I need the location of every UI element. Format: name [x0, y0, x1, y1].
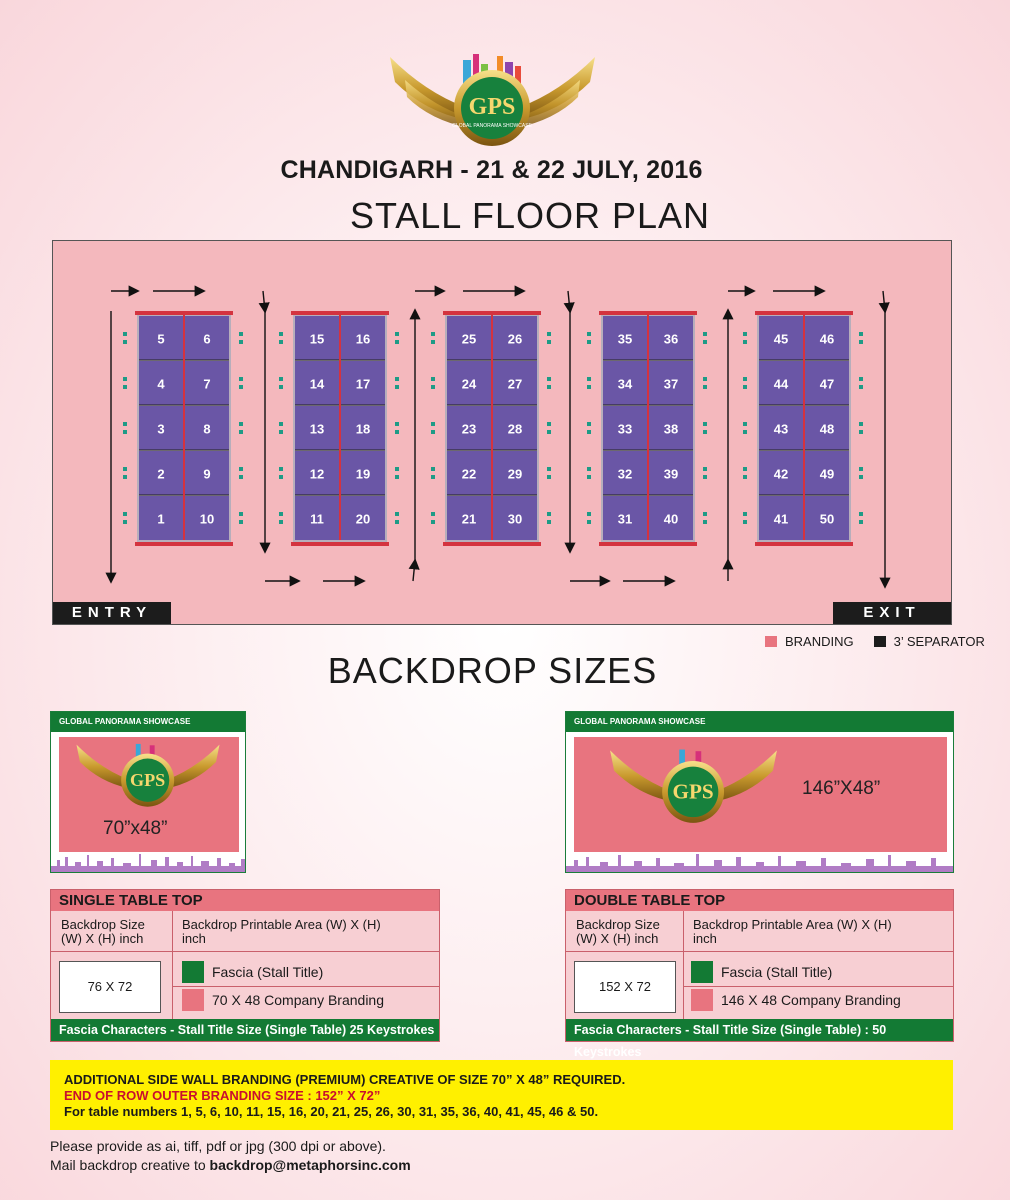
chair-dot	[743, 422, 747, 426]
single-table-spec	[50, 889, 440, 1042]
chair-dot	[547, 475, 551, 479]
stall-number: 3	[157, 421, 165, 437]
chair-dot	[279, 377, 283, 381]
chair-dot	[547, 520, 551, 524]
stall-number: 23	[461, 421, 477, 437]
stall-number: 49	[819, 466, 835, 482]
chair-dot	[395, 520, 399, 524]
chair-dot	[859, 475, 863, 479]
chair-dot	[547, 377, 551, 381]
floor-plan-map	[53, 241, 953, 626]
fascia-label: Fascia (Stall Title)	[721, 964, 833, 980]
chair-dot	[239, 340, 243, 344]
stall-number: 4	[157, 376, 165, 392]
col-printable-area: Backdrop Printable Area (W) X (H) inch	[693, 917, 892, 946]
chair-dot	[123, 467, 127, 471]
stall-number: 48	[819, 421, 835, 437]
chair-dot	[279, 340, 283, 344]
chair-dot	[587, 512, 591, 516]
stall-number: 19	[355, 466, 371, 482]
stall-number: 47	[819, 376, 835, 392]
backdrop-title: BACKDROP SIZES	[327, 650, 658, 691]
chair-dot	[743, 332, 747, 336]
chair-dot	[123, 340, 127, 344]
chair-dot	[587, 340, 591, 344]
skyline-graphic	[566, 852, 954, 872]
chair-dot	[431, 512, 435, 516]
chair-dot	[239, 385, 243, 389]
branding-strip	[599, 311, 697, 315]
chair-dot	[587, 430, 591, 434]
stall-number: 13	[309, 421, 325, 437]
chair-dot	[859, 377, 863, 381]
legend-separator: 3’ SEPARATOR	[893, 634, 985, 649]
stall-number: 36	[663, 331, 679, 347]
chair-dot	[859, 467, 863, 471]
chair-dot	[703, 520, 707, 524]
flow-arrow	[568, 291, 570, 311]
stall-number: 2	[157, 466, 165, 482]
stall-number: 6	[203, 331, 211, 347]
mail-prefix: Mail backdrop creative to	[50, 1157, 210, 1173]
chair-dot	[123, 512, 127, 516]
stall-number: 10	[199, 511, 215, 527]
stall-number: 38	[663, 421, 679, 437]
format-note: Please provide as ai, tiff, pdf or jpg (300 dpi or above).	[50, 1138, 386, 1154]
double-backdrop-preview	[565, 711, 954, 873]
backdrop-size-label: 146”X48”	[802, 778, 881, 799]
fascia-note: Fascia Characters - Stall Title Size (Single Table) : 50 Keystrokes	[566, 1019, 953, 1041]
chair-dot	[587, 467, 591, 471]
col-printable-area: Backdrop Printable Area (W) X (H) inch	[182, 917, 381, 946]
chair-dot	[703, 512, 707, 516]
stall-number: 42	[773, 466, 789, 482]
chair-dot	[743, 385, 747, 389]
chair-dot	[279, 422, 283, 426]
stall-number: 16	[355, 331, 371, 347]
chair-dot	[395, 422, 399, 426]
chair-dot	[395, 385, 399, 389]
backdrop-size-label: 70”x48”	[103, 818, 168, 839]
chair-dot	[395, 430, 399, 434]
notice-line-3: For table numbers 1, 5, 6, 10, 11, 15, 16, 20, 21, 25, 26, 30, 31, 35, 36, 40, 41, 45, 46 & 50.	[64, 1104, 599, 1119]
logo-tagline: GLOBAL PANORAMA SHOWCASE	[452, 123, 532, 129]
floor-plan	[52, 240, 952, 625]
chair-dot	[279, 520, 283, 524]
col-backdrop-size: Backdrop Size (W) X (H) inch	[576, 917, 660, 946]
chair-dot	[431, 340, 435, 344]
chair-dot	[547, 332, 551, 336]
chair-dot	[703, 475, 707, 479]
chair-dot	[743, 475, 747, 479]
stall-number: 50	[819, 511, 835, 527]
chair-dot	[239, 467, 243, 471]
chair-dot	[703, 332, 707, 336]
logo-text: GPS	[672, 779, 714, 804]
chair-dot	[279, 385, 283, 389]
separator-swatch	[874, 636, 886, 647]
chair-dot	[239, 332, 243, 336]
stall-number: 31	[617, 511, 633, 527]
stall-number: 39	[663, 466, 679, 482]
chair-dot	[703, 430, 707, 434]
skyline-graphic	[51, 852, 246, 872]
chair-dot	[279, 467, 283, 471]
chair-dot	[859, 422, 863, 426]
chair-dot	[239, 422, 243, 426]
stall-number: 14	[309, 376, 325, 392]
chair-dot	[431, 467, 435, 471]
backdrop-size-value: 152 X 72	[574, 961, 676, 1013]
chair-dot	[587, 377, 591, 381]
branding-swatch	[182, 989, 204, 1011]
stall-number: 1	[157, 511, 165, 527]
branding-strip	[443, 542, 541, 546]
branding-label: 146 X 48 Company Branding	[721, 992, 901, 1008]
stall-number: 24	[461, 376, 477, 392]
chair-dot	[395, 340, 399, 344]
branding-strip	[443, 311, 541, 315]
chair-dot	[547, 467, 551, 471]
chair-dot	[123, 377, 127, 381]
chair-dot	[703, 385, 707, 389]
exit-label: EXIT	[833, 602, 951, 624]
chair-dot	[431, 520, 435, 524]
entry-label: ENTRY	[53, 602, 171, 624]
flow-arrow	[413, 561, 415, 581]
logo-text: GPS	[130, 769, 166, 790]
stall-number: 28	[507, 421, 523, 437]
chair-dot	[703, 377, 707, 381]
stall-number: 34	[617, 376, 633, 392]
chair-dot	[703, 340, 707, 344]
branding-strip	[135, 542, 233, 546]
chair-dot	[587, 475, 591, 479]
stall-number: 11	[310, 511, 324, 527]
chair-dot	[743, 467, 747, 471]
notice-line-2: END OF ROW OUTER BRANDING SIZE : 152” X 72”	[64, 1088, 381, 1103]
single-backdrop-preview	[50, 711, 246, 873]
branding-strip	[291, 542, 389, 546]
divider	[51, 951, 439, 952]
branding-label: 70 X 48 Company Branding	[212, 992, 384, 1008]
branding-strip	[291, 311, 389, 315]
logo-text: GPS	[468, 94, 516, 120]
stall-number: 25	[461, 331, 477, 347]
chair-dot	[859, 340, 863, 344]
chair-dot	[395, 377, 399, 381]
table-title: DOUBLE TABLE TOP	[566, 890, 953, 911]
stall-number: 37	[663, 376, 679, 392]
chair-dot	[547, 340, 551, 344]
backdrop-size-value: 76 X 72	[59, 961, 161, 1013]
branding-strip	[135, 311, 233, 315]
fascia-label: Fascia (Stall Title)	[212, 964, 324, 980]
chair-dot	[859, 332, 863, 336]
gps-logo	[606, 746, 781, 828]
notice-line-1: ADDITIONAL SIDE WALL BRANDING (PREMIUM) CREATIVE OF SIZE 70” X 48” REQUIRED.	[64, 1072, 626, 1087]
chair-dot	[859, 385, 863, 389]
stall-number: 41	[773, 511, 789, 527]
stall-number: 32	[617, 466, 633, 482]
chair-dot	[703, 422, 707, 426]
chair-dot	[395, 475, 399, 479]
backdrop-bar: GLOBAL PANORAMA SHOWCASE	[51, 712, 245, 732]
branding-strip	[755, 311, 853, 315]
fascia-swatch	[182, 961, 204, 983]
chair-dot	[547, 512, 551, 516]
stall-number: 30	[507, 511, 523, 527]
branding-strip	[599, 542, 697, 546]
stall-number: 18	[355, 421, 371, 437]
chair-dot	[279, 430, 283, 434]
divider	[683, 911, 684, 951]
stall-number: 44	[773, 376, 789, 392]
divider	[172, 911, 173, 951]
floor-legend	[765, 634, 985, 649]
stall-number: 27	[507, 376, 523, 392]
chair-dot	[395, 467, 399, 471]
chair-dot	[123, 332, 127, 336]
submission-notes	[50, 1137, 411, 1175]
stall-number: 40	[663, 511, 679, 527]
chair-dot	[123, 475, 127, 479]
email-link[interactable]: backdrop@metaphorsinc.com	[209, 1157, 411, 1173]
chair-dot	[123, 430, 127, 434]
chair-dot	[587, 332, 591, 336]
stall-number: 26	[507, 331, 523, 347]
legend-branding: BRANDING	[785, 634, 854, 649]
chair-dot	[431, 422, 435, 426]
chair-dot	[395, 332, 399, 336]
stall-number: 21	[461, 511, 477, 527]
stall-number: 35	[617, 331, 633, 347]
chair-dot	[743, 430, 747, 434]
chair-dot	[431, 430, 435, 434]
stall-number: 8	[203, 421, 211, 437]
chair-dot	[431, 385, 435, 389]
chair-dot	[431, 377, 435, 381]
chair-dot	[743, 520, 747, 524]
chair-dot	[123, 422, 127, 426]
divider	[172, 986, 439, 987]
chair-dot	[743, 340, 747, 344]
chair-dot	[239, 430, 243, 434]
divider	[683, 986, 953, 987]
stall-number: 20	[355, 511, 371, 527]
chair-dot	[239, 377, 243, 381]
stall-number: 46	[819, 331, 835, 347]
gps-logo	[73, 740, 223, 812]
chair-dot	[431, 475, 435, 479]
flow-arrow	[263, 291, 265, 311]
stall-number: 5	[157, 331, 165, 347]
chair-dot	[859, 430, 863, 434]
stall-number: 22	[461, 466, 477, 482]
stall-number: 43	[773, 421, 789, 437]
table-title: SINGLE TABLE TOP	[51, 890, 439, 911]
stall-number: 17	[355, 376, 371, 392]
branding-strip	[755, 542, 853, 546]
chair-dot	[239, 520, 243, 524]
page-title: STALL FLOOR PLAN	[349, 195, 711, 236]
chair-dot	[587, 520, 591, 524]
stall-number: 15	[309, 331, 325, 347]
chair-dot	[279, 512, 283, 516]
backdrop-bar: GLOBAL PANORAMA SHOWCASE	[566, 712, 953, 732]
stall-number: 9	[203, 466, 211, 482]
chair-dot	[587, 385, 591, 389]
chair-dot	[743, 512, 747, 516]
chair-dot	[431, 332, 435, 336]
chair-dot	[859, 520, 863, 524]
chair-dot	[279, 475, 283, 479]
chair-dot	[547, 385, 551, 389]
chair-dot	[743, 377, 747, 381]
chair-dot	[859, 512, 863, 516]
flow-arrow	[883, 291, 885, 311]
branding-swatch	[765, 636, 777, 647]
chair-dot	[239, 475, 243, 479]
chair-dot	[703, 467, 707, 471]
mail-note	[50, 1156, 411, 1175]
gps-logo	[385, 52, 600, 152]
chair-dot	[279, 332, 283, 336]
col-backdrop-size: Backdrop Size (W) X (H) inch	[61, 917, 145, 946]
stall-number: 45	[773, 331, 789, 347]
chair-dot	[123, 385, 127, 389]
branding-swatch	[691, 989, 713, 1011]
double-table-spec	[565, 889, 954, 1059]
stall-number: 12	[309, 466, 325, 482]
branding-notice	[50, 1060, 953, 1130]
fascia-note: Fascia Characters - Stall Title Size (Single Table) 25 Keystrokes	[51, 1019, 439, 1041]
chair-dot	[123, 520, 127, 524]
fascia-swatch	[691, 961, 713, 983]
chair-dot	[547, 422, 551, 426]
stall-number: 33	[617, 421, 633, 437]
stall-number: 29	[507, 466, 523, 482]
event-title: CHANDIGARH - 21 & 22 JULY, 2016	[280, 156, 703, 184]
divider	[566, 951, 953, 952]
chair-dot	[547, 430, 551, 434]
chair-dot	[395, 512, 399, 516]
stall-number: 7	[203, 376, 211, 392]
chair-dot	[587, 422, 591, 426]
chair-dot	[239, 512, 243, 516]
